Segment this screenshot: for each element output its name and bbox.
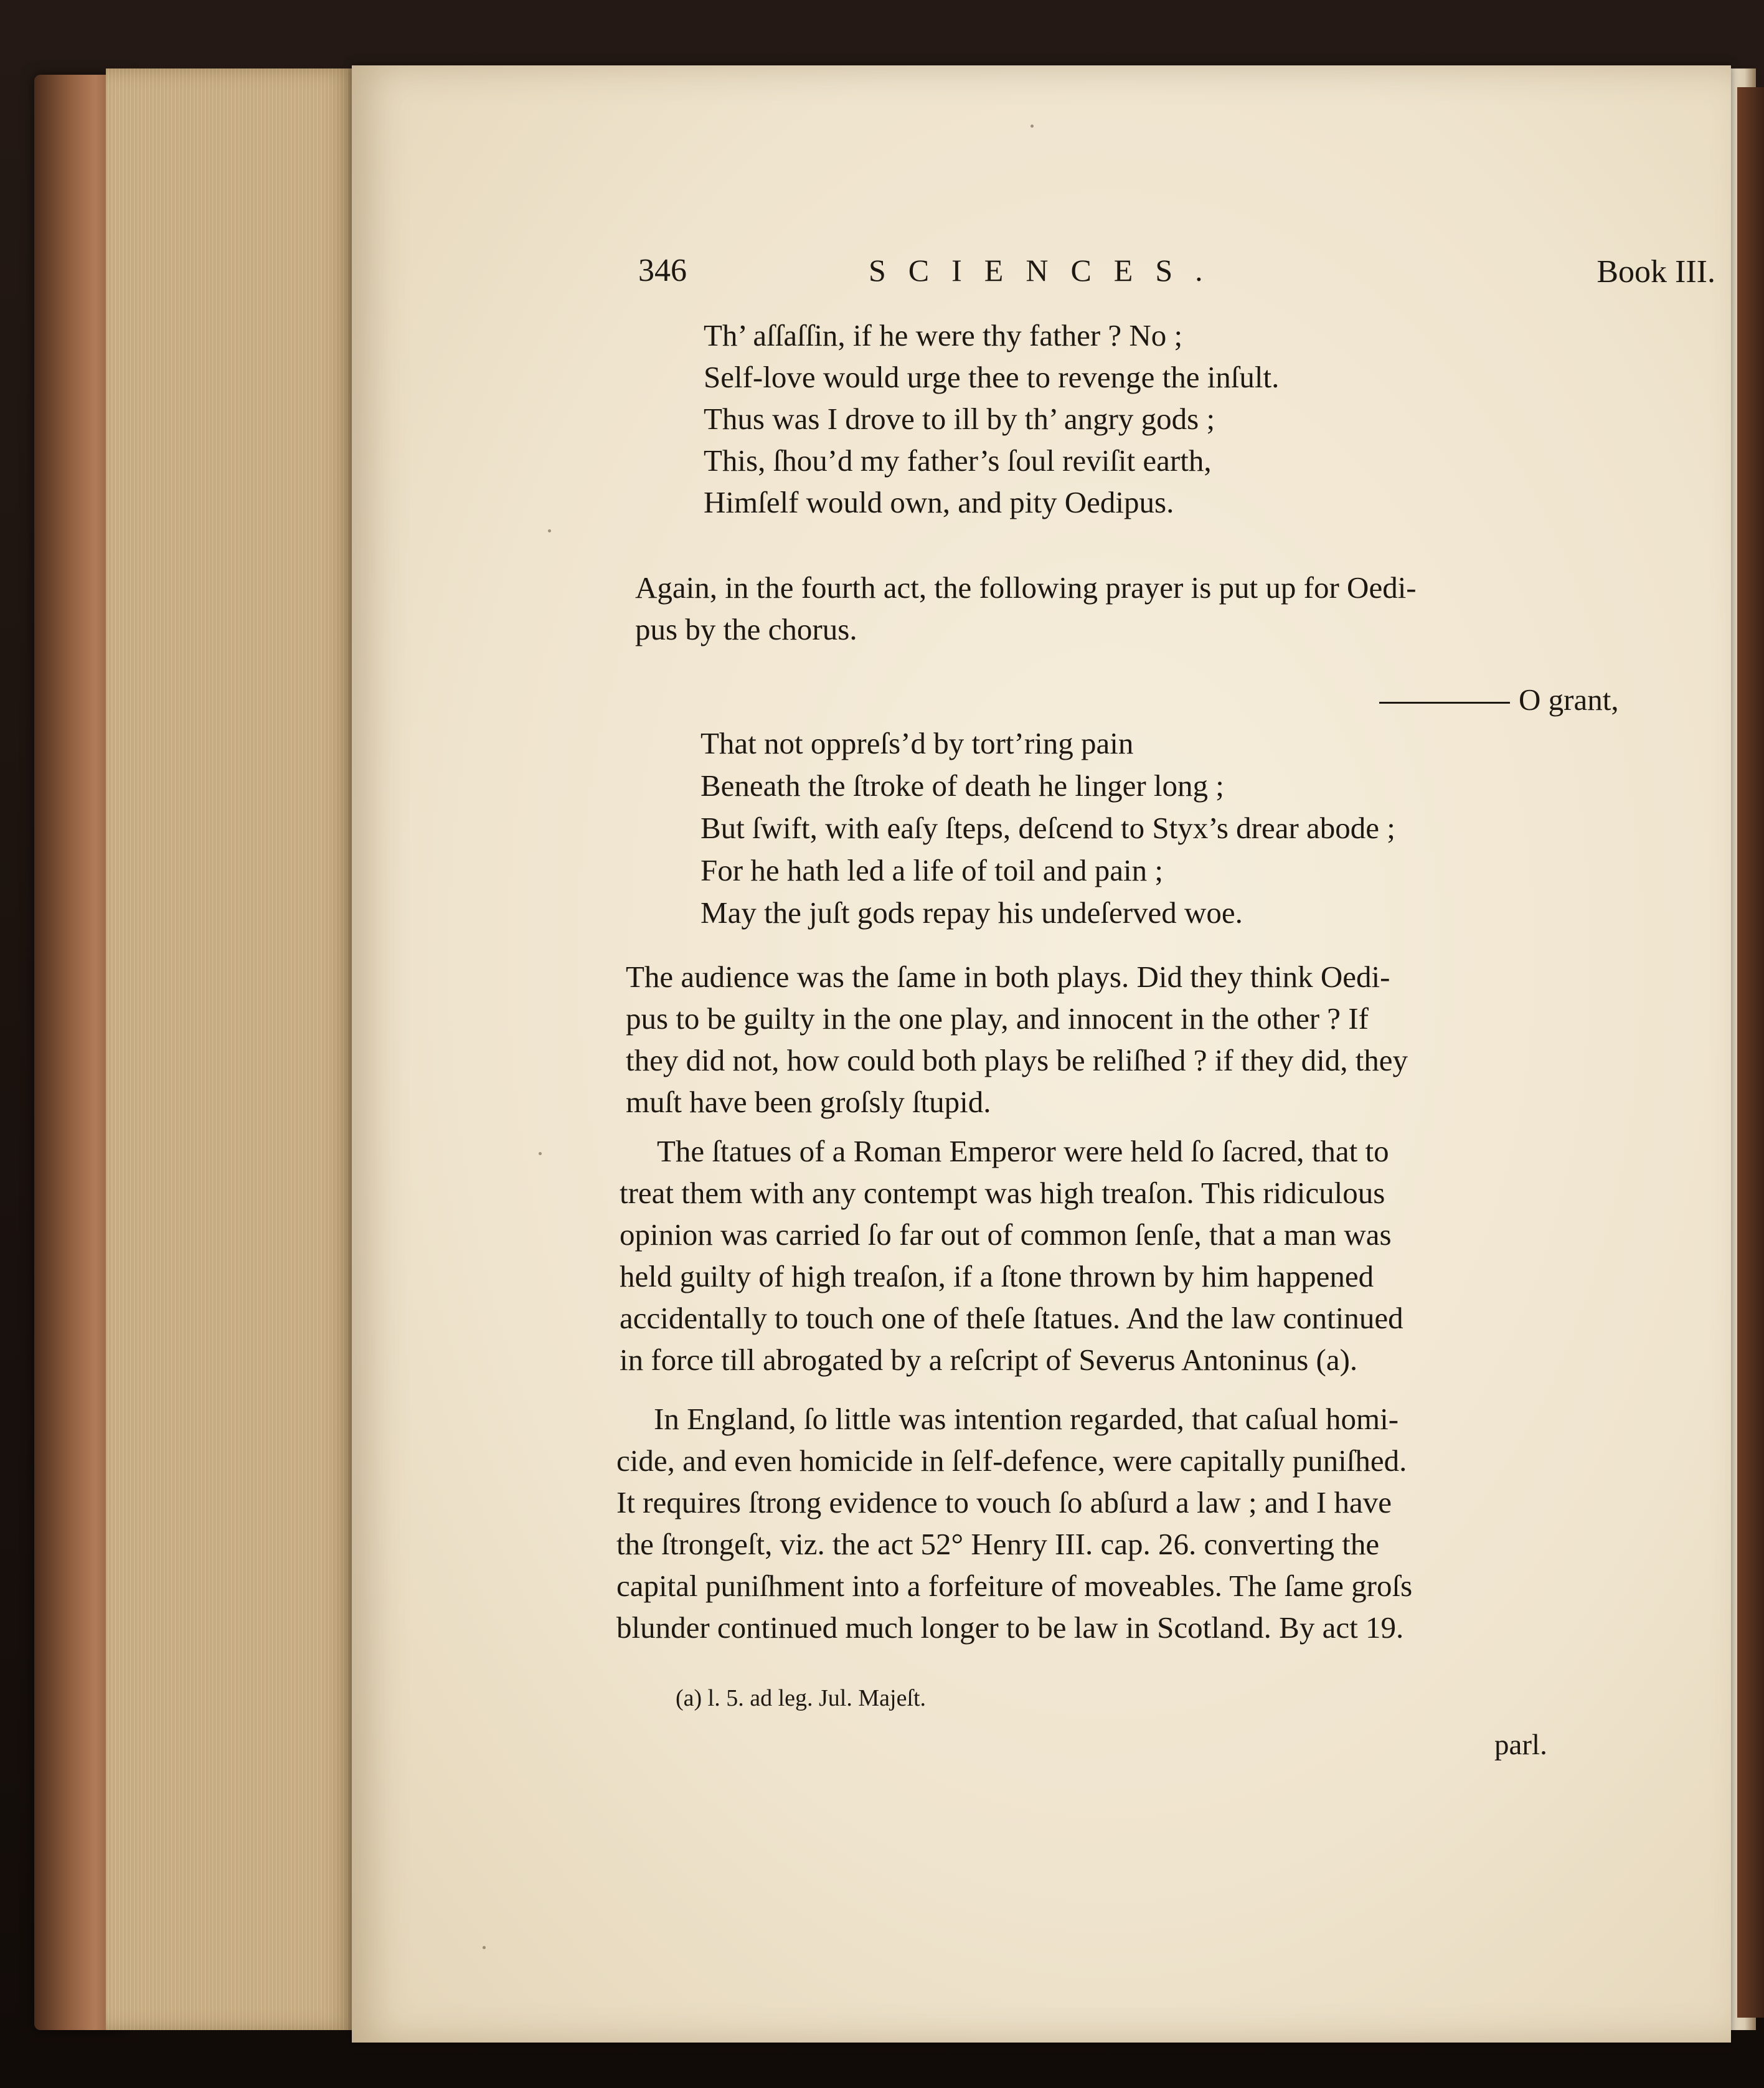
catchword: parl. (1494, 1729, 1547, 1761)
text-line: pus to be guilty in the one play, and innocent in the other ? If (626, 1001, 1369, 1036)
text-line: cide, and even homicide in ſelf-defence, were capitally puniſhed. (616, 1443, 1407, 1478)
text-line: pus by the chorus. (635, 612, 857, 646)
text-line: capital puniſhment into a forfeiture of moveables. The ſame groſs (616, 1569, 1413, 1603)
footnote: (a) l. 5. ad leg. Jul. Majeſt. (676, 1685, 927, 1711)
verse-line: Himſelf would own, and pity Oedipus. (704, 485, 1174, 519)
verse-line: That not oppreſs’d by tort’ring pain (700, 726, 1134, 760)
paper-speck (483, 1946, 486, 1949)
text-line: The audience was the ſame in both plays. Did they think Oedi- (626, 960, 1390, 994)
paper-speck (539, 1152, 542, 1155)
text-line: muſt have been groſsly ſtupid. (626, 1085, 991, 1119)
text-line: the ſtrongeſt, viz. the act 52° Henry III. cap. 26. converting the (616, 1527, 1380, 1561)
verse-line: May the juſt gods repay his undeſerved woe. (700, 895, 1243, 930)
text-line: in force till abrogated by a reſcript of Severus Antoninus (a). (620, 1343, 1358, 1377)
text-line: It requires ſtrong evidence to vouch ſo abſurd a law ; and I have (616, 1485, 1392, 1519)
lead-in-text: O grant, (1519, 683, 1619, 717)
paper-speck (548, 529, 551, 532)
text-line: blunder continued much longer to be law in Scotland. By act 19. (616, 1610, 1404, 1645)
dash-rule (1379, 702, 1510, 704)
verse-line: For he hath led a life of toil and pain ; (700, 853, 1163, 887)
text-line: accidentally to touch one of theſe ſtatues. And the law continued (620, 1301, 1403, 1335)
verse-line: Thus was I drove to ill by th’ angry gods ; (704, 402, 1215, 436)
page-number: 346 (638, 253, 687, 288)
text-line: opinion was carried ſo far out of common ſenſe, that a man was (620, 1217, 1392, 1252)
text-line: held guilty of high treaſon, if a ſtone thrown by him happened (620, 1259, 1374, 1293)
text-line: treat them with any contempt was high treaſon. This ridiculous (620, 1176, 1385, 1210)
verse-line: But ſwift, with eaſy ſteps, deſcend to Styx’s drear abode ; (700, 811, 1395, 845)
running-title: SCIENCES. (869, 253, 1225, 288)
paper-speck (1031, 125, 1034, 128)
page-edges (106, 68, 355, 2030)
text-line: they did not, how could both plays be reliſhed ? if they did, they (626, 1043, 1408, 1077)
verse-line: Th’ aſſaſſin, if he were thy father ? No ; (704, 318, 1183, 352)
book-cover-right (1737, 87, 1764, 2018)
book-page (352, 65, 1731, 2043)
verse-line: Self-love would urge thee to revenge the inſult. (704, 360, 1280, 394)
verse-line: This, ſhou’d my father’s ſoul reviſit earth, (704, 443, 1212, 478)
text-line: The ſtatues of a Roman Emperor were held ſo ſacred, that to (657, 1134, 1389, 1168)
running-header (638, 252, 1715, 302)
text-line: Again, in the fourth act, the following prayer is put up for Oedi- (635, 570, 1417, 605)
text-line: In England, ſo little was intention regarded, that caſual homi- (654, 1402, 1399, 1436)
book-label: Book III. (1597, 254, 1715, 290)
verse-lead-in (1379, 679, 1619, 720)
verse-line: Beneath the ſtroke of death he linger long ; (700, 768, 1224, 803)
